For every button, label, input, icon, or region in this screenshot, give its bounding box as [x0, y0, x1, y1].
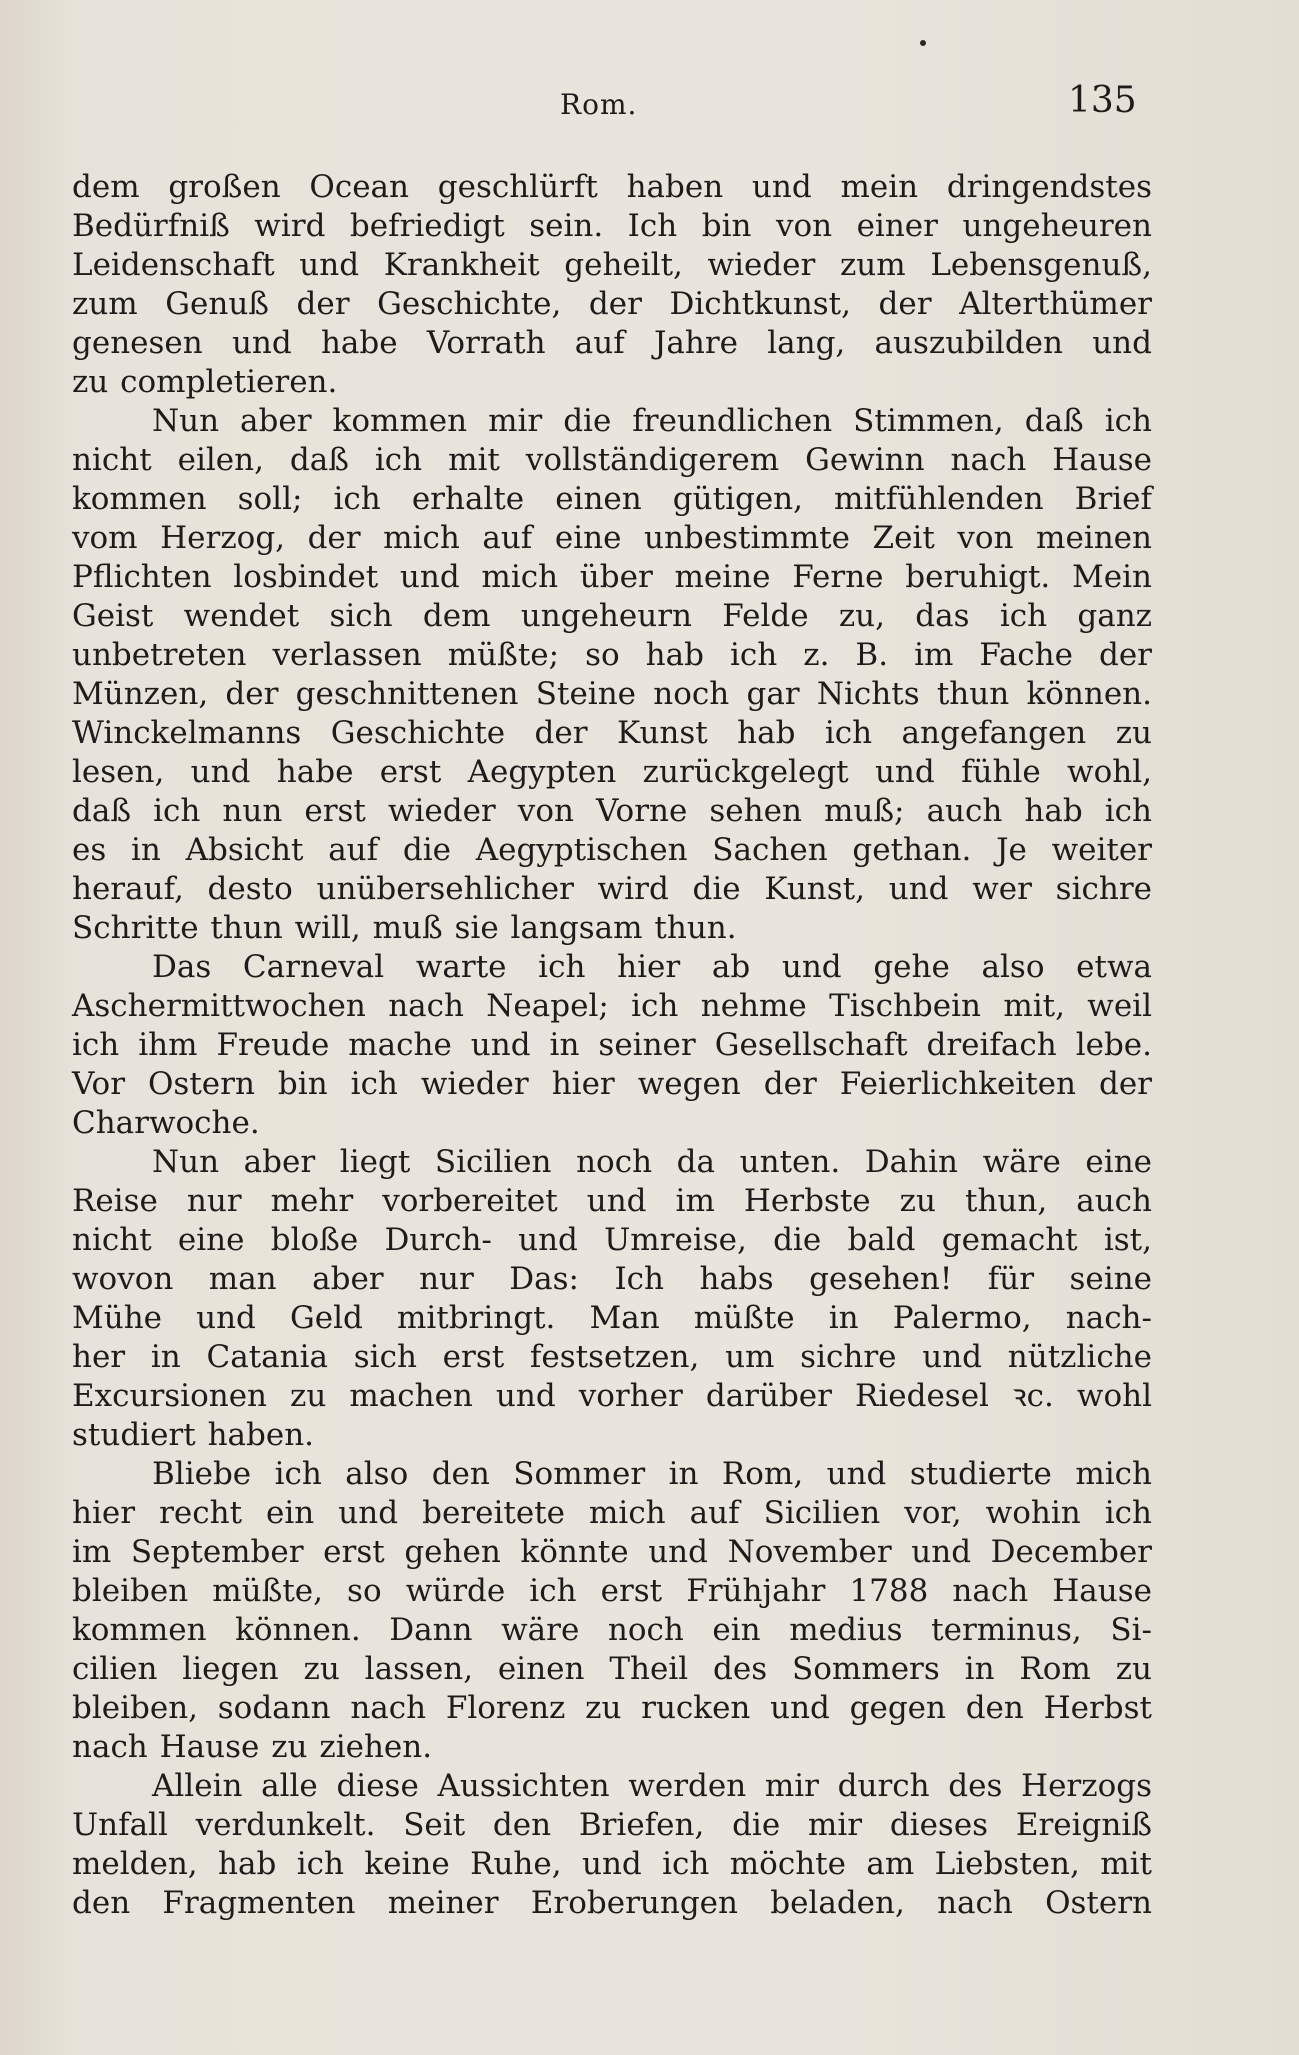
text-line: herauf, desto unübersehlicher wird die Kunst, und wer sichre — [72, 871, 1152, 907]
text-line: bleiben müßte, so würde ich erst Frühjahr 1788 nach Hause — [72, 1573, 1152, 1609]
text-line: wovon man aber nur Das: Ich habs gesehen! für seine — [72, 1261, 1152, 1297]
text-line: hier recht ein und bereitete mich auf Sicilien vor, wohin ich — [72, 1495, 1152, 1531]
text-line: dem großen Ocean geschlürft haben und mein dringendstes — [72, 169, 1152, 205]
text-line: vom Herzog, der mich auf eine unbestimmte Zeit von meinen — [72, 520, 1152, 556]
text-line: Das Carneval warte ich hier ab und gehe also etwa — [152, 949, 1152, 985]
text-line: genesen und habe Vorrath auf Jahre lang, auszubilden und — [72, 325, 1152, 361]
text-line: Leidenschaft und Krankheit geheilt, wieder zum Lebensgenuß, — [72, 247, 1152, 283]
text-line: Nun aber liegt Sicilien noch da unten. Dahin wäre eine — [152, 1144, 1152, 1180]
text-line: Pflichten losbindet und mich über meine Ferne beruhigt. Mein — [72, 559, 1152, 595]
text-line: Nun aber kommen mir die freundlichen Stimmen, daß ich — [152, 403, 1152, 439]
text-line: lesen, und habe erst Aegypten zurückgelegt und fühle wohl, — [72, 754, 1152, 790]
text-line: Schritte thun will, muß sie langsam thun. — [72, 910, 737, 946]
text-line: daß ich nun erst wieder von Vorne sehen muß; auch hab ich — [72, 793, 1152, 829]
text-line: nach Hause zu ziehen. — [72, 1729, 433, 1765]
text-line: Bliebe ich also den Sommer in Rom, und studierte mich — [152, 1456, 1152, 1492]
text-line: bleiben, sodann nach Florenz zu rucken und gegen den Herbst — [72, 1690, 1152, 1726]
text-line: Reise nur mehr vorbereitet und im Herbste zu thun, auch — [72, 1183, 1152, 1219]
text-line: Unfall verdunkelt. Seit den Briefen, die mir dieses Ereigniß — [72, 1807, 1152, 1843]
text-line: Mühe und Geld mitbringt. Man müßte in Palermo, nach- — [72, 1300, 1152, 1336]
text-line: ich ihm Freude mache und in seiner Gesellschaft dreifach lebe. — [72, 1027, 1152, 1063]
text-line: nicht eine bloße Durch- und Umreise, die bald gemacht ist, — [72, 1222, 1152, 1258]
text-line: Bedürfniß wird befriedigt sein. Ich bin von einer ungeheuren — [72, 208, 1152, 244]
text-line: her in Catania sich erst festsetzen, um sichre und nützliche — [72, 1339, 1152, 1375]
text-line: melden, hab ich keine Ruhe, und ich möchte am Liebsten, mit — [72, 1846, 1152, 1882]
text-line: Excursionen zu machen und vorher darüber Riedesel ꝛc. wohl — [72, 1378, 1152, 1414]
body-text — [72, 168, 1152, 1923]
text-line: Münzen, der geschnittenen Steine noch gar Nichts thun können. — [72, 676, 1152, 712]
text-line: Geist wendet sich dem ungeheurn Felde zu, das ich ganz — [72, 598, 1152, 634]
text-line: Aschermittwochen nach Neapel; ich nehme Tischbein mit, weil — [72, 988, 1152, 1024]
text-line: cilien liegen zu lassen, einen Theil des Sommers in Rom zu — [72, 1651, 1152, 1687]
text-line: zu completieren. — [72, 364, 338, 400]
text-line: kommen soll; ich erhalte einen gütigen, mitfühlenden Brief — [72, 481, 1152, 517]
ink-dot — [920, 40, 926, 46]
text-line: unbetreten verlassen müßte; so hab ich z. B. im Fache der — [72, 637, 1152, 673]
text-line: Vor Ostern bin ich wieder hier wegen der Feierlichkeiten der — [72, 1066, 1152, 1102]
text-line: Charwoche. — [72, 1105, 260, 1141]
running-head: Rom. — [560, 88, 638, 121]
text-line: kommen können. Dann wäre noch ein medius terminus, Si- — [72, 1612, 1152, 1648]
text-line: studiert haben. — [72, 1417, 315, 1453]
page-number: 135 — [1068, 80, 1137, 121]
text-line: im September erst gehen könnte und November und December — [72, 1534, 1152, 1570]
text-line: es in Absicht auf die Aegyptischen Sachen gethan. Je weiter — [72, 832, 1152, 868]
text-line: Allein alle diese Aussichten werden mir durch des Herzogs — [152, 1768, 1152, 1804]
text-line: zum Genuß der Geschichte, der Dichtkunst, der Alterthümer — [72, 286, 1152, 322]
text-line: Winckelmanns Geschichte der Kunst hab ich angefangen zu — [72, 715, 1152, 751]
text-line: nicht eilen, daß ich mit vollständigerem Gewinn nach Hause — [72, 442, 1152, 478]
text-line: den Fragmenten meiner Eroberungen beladen, nach Ostern — [72, 1885, 1152, 1921]
